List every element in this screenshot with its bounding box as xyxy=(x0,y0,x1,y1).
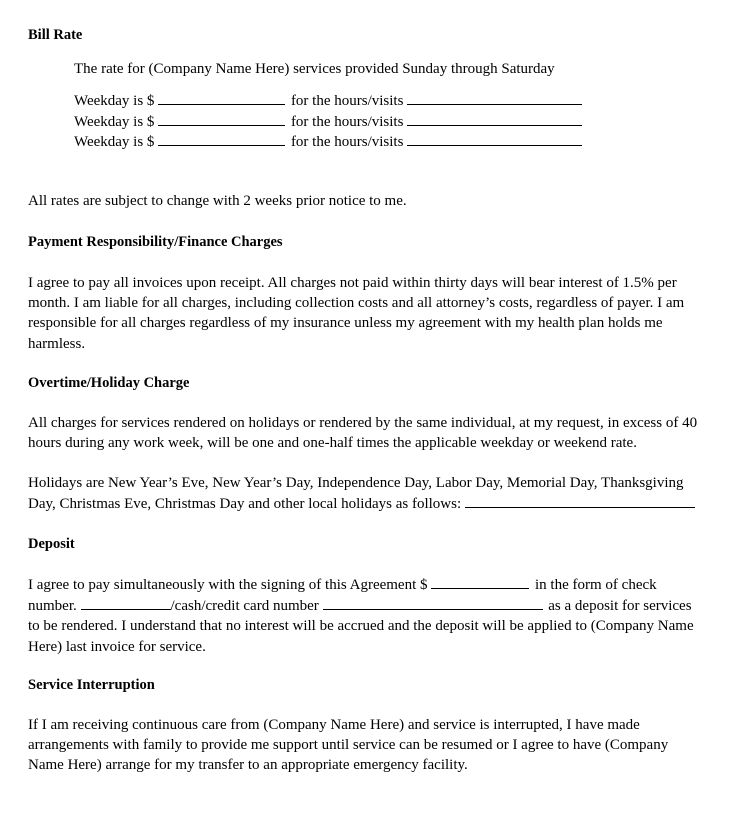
paragraph-line xyxy=(28,595,694,616)
deposit-amount-blank[interactable] xyxy=(431,574,529,589)
paragraph-line: to be rendered. I understand that no interest will be accrued and the deposit will be applied to (Company Name xyxy=(28,618,694,635)
interruption-heading: Service Interruption xyxy=(28,677,155,693)
hours-visits-blank[interactable] xyxy=(407,90,582,105)
overtime-heading: Overtime/Holiday Charge xyxy=(28,375,190,391)
holidays-line-text: Day, Christmas Eve, Christmas Day and other local holidays as follows: xyxy=(28,496,462,513)
deposit-form-label: in the form of check xyxy=(535,577,657,593)
rate-row-label: Weekday is $ xyxy=(74,93,155,109)
rate-change-notice: All rates are subject to change with 2 weeks prior notice to me. xyxy=(28,193,407,209)
rate-row-mid: for the hours/visits xyxy=(290,114,404,130)
paragraph-line: arrangements with family to provide me support until service can be resumed or I agree to have (Company xyxy=(28,737,669,754)
interruption-paragraph xyxy=(28,715,668,776)
bill-rate-intro: The rate for (Company Name Here) services provided Sunday through Saturday xyxy=(74,61,555,77)
rate-amount-blank[interactable] xyxy=(158,111,285,126)
paragraph-line: Here) last invoice for service. xyxy=(28,638,206,655)
deposit-heading: Deposit xyxy=(28,536,75,552)
deposit-paragraph xyxy=(28,574,694,657)
hours-visits-blank[interactable] xyxy=(407,131,582,146)
paragraph-line: hours during any work week, will be one and one-half times the applicable weekday or weekend rate. xyxy=(28,435,637,452)
rate-row-label: Weekday is $ xyxy=(74,114,155,130)
rate-amount-blank[interactable] xyxy=(158,90,285,105)
paragraph-line: If I am receiving continuous care from (Company Name Here) and service is interrupted, I have made xyxy=(28,717,640,733)
overtime-paragraph xyxy=(28,413,697,453)
paragraph-line: Name Here) arrange for my transfer to an appropriate emergency facility. xyxy=(28,757,468,774)
holidays-paragraph xyxy=(28,473,695,514)
hours-visits-blank[interactable] xyxy=(407,111,582,126)
check-number-label: number. xyxy=(28,598,77,615)
paragraph-line: responsible for all charges regardless of my insurance unless my agreement with my health plan holds me xyxy=(28,315,663,332)
rate-row-2 xyxy=(74,111,582,132)
rate-row-mid: for the hours/visits xyxy=(290,134,404,150)
local-holidays-blank[interactable] xyxy=(465,493,695,508)
rate-row-label: Weekday is $ xyxy=(74,134,155,150)
payment-heading: Payment Responsibility/Finance Charges xyxy=(28,234,283,250)
deposit-purpose-label: as a deposit for services xyxy=(548,598,692,615)
rate-amount-blank[interactable] xyxy=(158,131,285,146)
paragraph-line: I agree to pay all invoices upon receipt. All charges not paid within thirty days will bear interest of 1.5% per xyxy=(28,275,677,291)
check-number-blank[interactable] xyxy=(81,595,171,610)
rate-row-1 xyxy=(74,90,582,111)
paragraph-line: All charges for services rendered on holidays or rendered by the same individual, at my request, in excess of 40 xyxy=(28,415,698,431)
card-number-label: /cash/credit card number xyxy=(170,598,319,615)
rate-row-mid: for the hours/visits xyxy=(290,93,404,109)
bill-rate-heading: Bill Rate xyxy=(28,27,83,43)
paragraph-line xyxy=(28,574,694,595)
rate-row-3 xyxy=(74,131,582,152)
paragraph-line: harmless. xyxy=(28,335,86,352)
card-number-blank[interactable] xyxy=(323,595,543,610)
paragraph-line: Holidays are New Year’s Eve, New Year’s Day, Independence Day, Labor Day, Memorial Day, Thanksgiving xyxy=(28,475,684,491)
paragraph-line: month. I am liable for all charges, including collection costs and all attorney’s costs, regardless of payer. I am xyxy=(28,295,685,312)
deposit-amount-label: I agree to pay simultaneously with the signing of this Agreement $ xyxy=(28,577,428,593)
paragraph-line xyxy=(28,493,695,514)
payment-paragraph xyxy=(28,273,684,354)
